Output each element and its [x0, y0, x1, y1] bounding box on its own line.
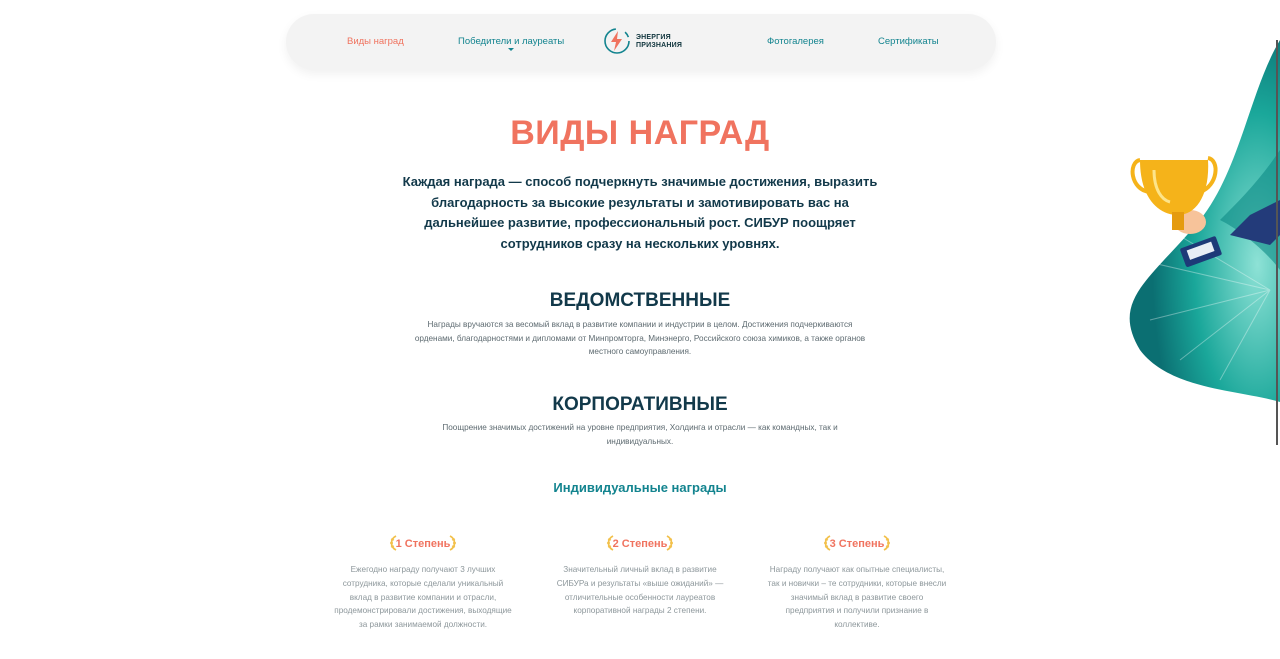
laurel-right-icon: [665, 534, 675, 552]
nav-item-photo-gallery[interactable]: Фотогалерея: [767, 36, 824, 47]
laurel-right-icon: [448, 534, 458, 552]
logo-text: ЭНЕРГИЯ ПРИЗНАНИЯ: [636, 34, 683, 49]
scrollbar[interactable]: [1276, 40, 1278, 445]
degree-3-text: Награду получают как опытные специалисты, так и новички – те сотрудники, которые внесли значимый вклад в развитие своего предприятия и получили признание в коллективе.: [767, 565, 947, 630]
lightning-logo-icon: [602, 26, 632, 56]
page-title: ВИДЫ НАГРАД: [510, 114, 770, 152]
laurel-left-icon: [605, 534, 615, 552]
section-heading-corporate: КОРПОРАТИВНЫЕ: [552, 394, 728, 415]
degree-2-label: 2 Степень: [612, 538, 668, 550]
nav-item-winners[interactable]: [458, 14, 564, 70]
degree-2-text: Значительный личный вклад в развитие СИБУРа и результаты «выше ожиданий» — отличительные особенности лауреатов корпоративной награды 2 степени.: [556, 565, 724, 616]
laurel-left-icon: [388, 534, 398, 552]
section-heading-departmental: ВЕДОМСТВЕННЫЕ: [549, 290, 731, 311]
nav-item-certificates[interactable]: Сертификаты: [878, 36, 939, 47]
degree-3-title: [782, 534, 932, 552]
section-text-corporate: Поощрение значимых достижений на уровне предприятия, Холдинга и отрасли — как командных, так и индивидуальных.: [442, 423, 838, 446]
degree-3-label: 3 Степень: [829, 538, 885, 550]
trophy-decoration: [1120, 30, 1280, 450]
chevron-down-icon: [508, 48, 514, 51]
degree-2-title: [565, 534, 715, 552]
intro-text: Каждая награда — способ подчеркнуть значимые достижения, выразить благодарность за высокие результаты и замотивировать вас на дальнейшее развитие, профессиональный рост. СИБУР поощряет сотрудников сразу на нескольких уровнях.: [402, 174, 878, 251]
nav-item-winners-label: Победители и лауреаты: [458, 36, 565, 47]
degree-1-text: Ежегодно награду получают 3 лучших сотрудника, которые сделали уникальный вклад в развитие компании и отрасли, продемонстрировали достижения, выходящие за рамки занимаемой должности.: [334, 565, 512, 630]
laurel-left-icon: [822, 534, 832, 552]
degree-1-title: [348, 534, 498, 552]
laurel-right-icon: [882, 534, 892, 552]
nav-item-award-types[interactable]: Виды наград: [347, 36, 404, 47]
top-navigation: [286, 14, 996, 70]
individual-awards-heading: Индивидуальные награды: [553, 480, 727, 495]
logo[interactable]: [602, 26, 682, 58]
section-text-departmental: Награды вручаются за весомый вклад в развитие компании и индустрии в целом. Достижения подчеркиваются орденами, благодарностями и дипломами от Минпромторга, Минэнерго, Российского союза химиков, а также органов местного самоуправления.: [414, 320, 866, 356]
degree-1-label: 1 Степень: [395, 538, 451, 550]
